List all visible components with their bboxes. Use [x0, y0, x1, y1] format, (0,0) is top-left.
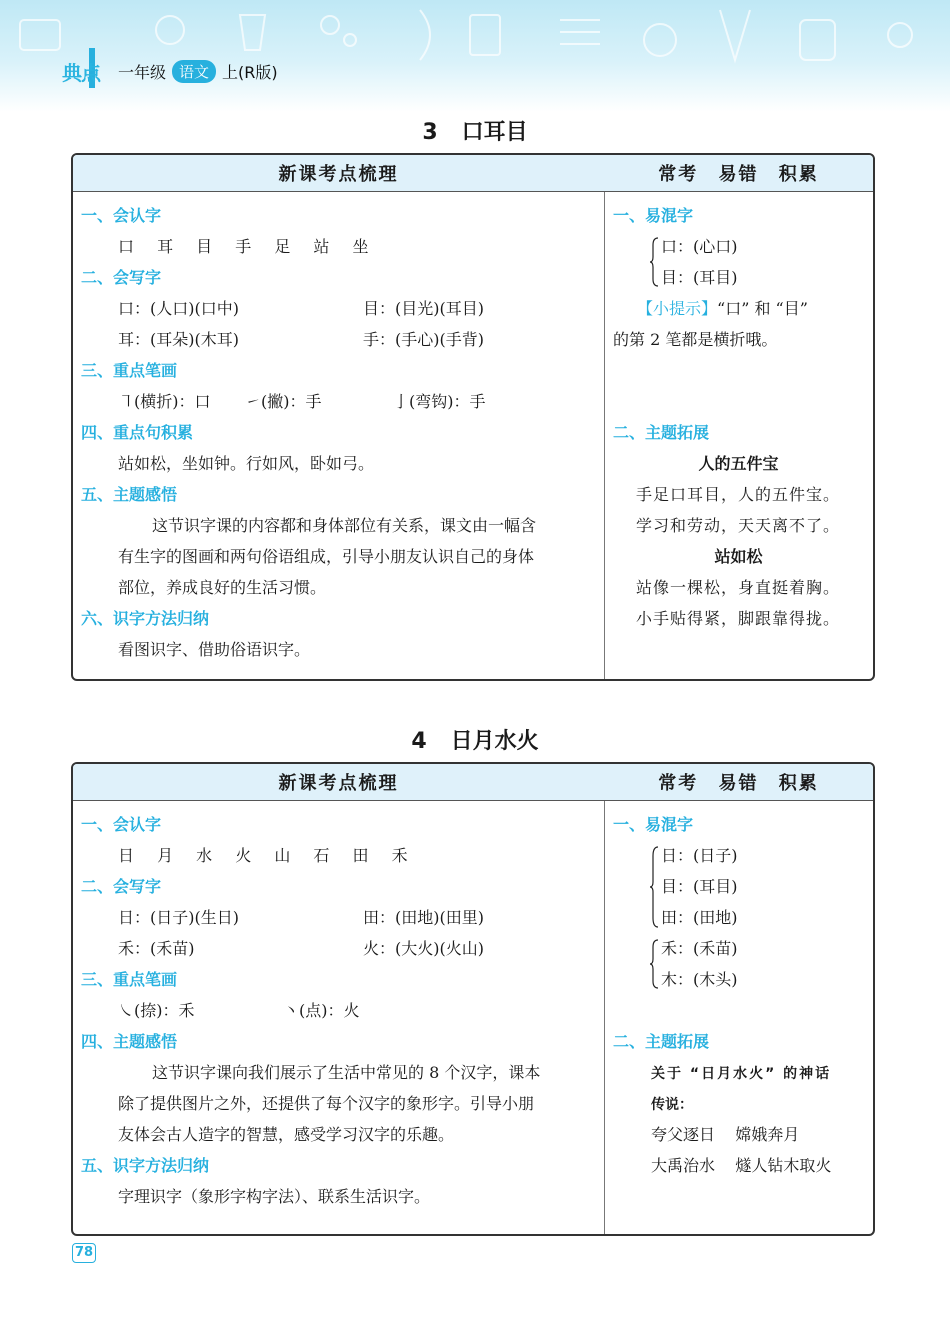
right-column: [604, 764, 873, 1234]
tip-line: 的第 2 笔都是横折哦。: [613, 330, 778, 349]
confusable-char: 木：(木头): [661, 970, 738, 989]
stroke-item: 丶(点)：火: [283, 1001, 360, 1020]
key-sentence: 站如松，坐如钟。行如风，卧如弓。: [118, 454, 375, 473]
lesson-title: [0, 115, 950, 146]
confusable-char: 田：(田地): [661, 908, 738, 927]
section-heading: 五、主题感悟: [81, 485, 178, 504]
write-word: 日：(日子)(生日): [118, 908, 239, 927]
write-word: 田：(田地)(田里): [363, 908, 484, 927]
edition-label: 上(R版): [222, 63, 278, 82]
decoration-icon: [0, 0, 950, 112]
right-column: [604, 155, 873, 679]
section-heading: 二、会写字: [81, 877, 162, 896]
section-heading: 三、重点笔画: [81, 361, 178, 380]
section-heading: 二、主题拓展: [613, 1032, 710, 1051]
lesson-name: 日月水火: [450, 729, 539, 754]
myth-intro: 关于 “日月水火” 的神话: [651, 1066, 832, 1082]
confusable-char: 日：(日子): [661, 846, 738, 865]
lesson-panel: [71, 762, 875, 1236]
story-line: 大禹治水 燧人钻木取火: [651, 1156, 832, 1175]
column-header: 新课考点梳理: [73, 155, 604, 192]
lesson-title: [0, 724, 950, 755]
stroke-item: ㇕(横折)：口: [118, 392, 211, 411]
section-heading: 一、会认字: [81, 206, 162, 225]
write-word: 火：(大火)(火山): [363, 939, 484, 958]
poem-line: 学习和劳动，天天离不了。: [636, 516, 841, 535]
section-heading: 四、主题感悟: [81, 1032, 178, 1051]
paragraph-line: 有生字的图画和两句俗语组成，引导小朋友认识自己的身体: [118, 547, 535, 566]
write-word: 禾：(禾苗): [118, 939, 195, 958]
section-heading: 一、会认字: [81, 815, 162, 834]
myth-intro: 传说：: [651, 1097, 693, 1113]
method-text: 看图识字、借助俗语识字。: [118, 640, 311, 659]
poem-line: 手足口耳目，人的五件宝。: [636, 485, 841, 504]
stroke-item: ㇏(捺)：禾: [118, 1001, 195, 1020]
paragraph-line: 这节识字课向我们展示了生活中常见的 8 个汉字，课本: [152, 1063, 541, 1082]
tip-line: [637, 299, 808, 319]
lesson-number: 3: [422, 120, 438, 145]
section-heading: 五、识字方法归纳: [81, 1156, 210, 1175]
paragraph-line: 这节识字课的内容都和身体部位有关系，课文由一幅含: [152, 516, 537, 535]
brand-logo: 典点: [62, 61, 100, 85]
lesson-name: 口耳目: [461, 120, 528, 145]
recognize-chars: 口 耳 目 手 足 站 坐: [118, 237, 378, 256]
section-heading: 二、主题拓展: [613, 423, 710, 442]
method-text: 字理识字（象形字构字法）、联系生活识字。: [118, 1187, 431, 1206]
lesson-panel: [71, 153, 875, 681]
column-header: 新课考点梳理: [73, 764, 604, 801]
poem-line: 站像一棵松，身直挺着胸。: [636, 578, 841, 597]
subject-badge: 语文: [172, 60, 216, 83]
brace-icon: [649, 237, 659, 287]
section-heading: 一、易混字: [613, 815, 694, 834]
write-word: 耳：(耳朵)(木耳): [118, 330, 239, 349]
confusable-char: 禾：(禾苗): [661, 939, 738, 958]
write-word: 目：(目光)(耳目): [363, 299, 484, 318]
section-heading: 一、易混字: [613, 206, 694, 225]
column-header: 常考 易错 积累: [604, 155, 873, 192]
book-info: [118, 60, 278, 83]
left-column: [73, 155, 604, 679]
story-line: 夸父逐日 嫦娥奔月: [651, 1125, 800, 1144]
left-column: [73, 764, 604, 1234]
stroke-item: ㇀(撇)：手: [245, 392, 322, 411]
poem-title: 人的五件宝: [698, 454, 779, 473]
stroke-item: 亅(弯钩)：手: [393, 392, 486, 411]
tip-text: “口” 和 “目”: [717, 299, 808, 318]
tip-label: 【小提示】: [637, 299, 718, 318]
page-number: 78: [72, 1243, 96, 1263]
confusable-char: 目：(耳目): [661, 877, 738, 896]
write-word: 手：(手心)(手背): [363, 330, 484, 349]
lesson-number: 4: [411, 729, 427, 754]
paragraph-line: 除了提供图片之外，还提供了每个汉字的象形字。引导小朋: [118, 1094, 535, 1113]
paragraph-line: 友体会古人造字的智慧，感受学习汉字的乐趣。: [118, 1125, 455, 1144]
column-header: 常考 易错 积累: [604, 764, 873, 801]
write-word: 口：(人口)(口中): [118, 299, 239, 318]
section-heading: 四、重点句积累: [81, 423, 194, 442]
paragraph-line: 部位，养成良好的生活习惯。: [118, 578, 327, 597]
poem-title: 站如松: [714, 547, 763, 566]
recognize-chars: 日 月 水 火 山 石 田 禾: [118, 846, 417, 865]
grade-label: 一年级: [118, 63, 167, 82]
confusable-char: 口：(心口): [661, 237, 738, 256]
section-heading: 六、识字方法归纳: [81, 609, 210, 628]
header-banner: [0, 0, 950, 112]
brace-icon: [649, 846, 659, 928]
section-heading: 二、会写字: [81, 268, 162, 287]
section-heading: 三、重点笔画: [81, 970, 178, 989]
brace-icon: [649, 939, 659, 989]
confusable-char: 目：(耳目): [661, 268, 738, 287]
poem-line: 小手贴得紧，脚跟靠得拢。: [636, 609, 841, 628]
